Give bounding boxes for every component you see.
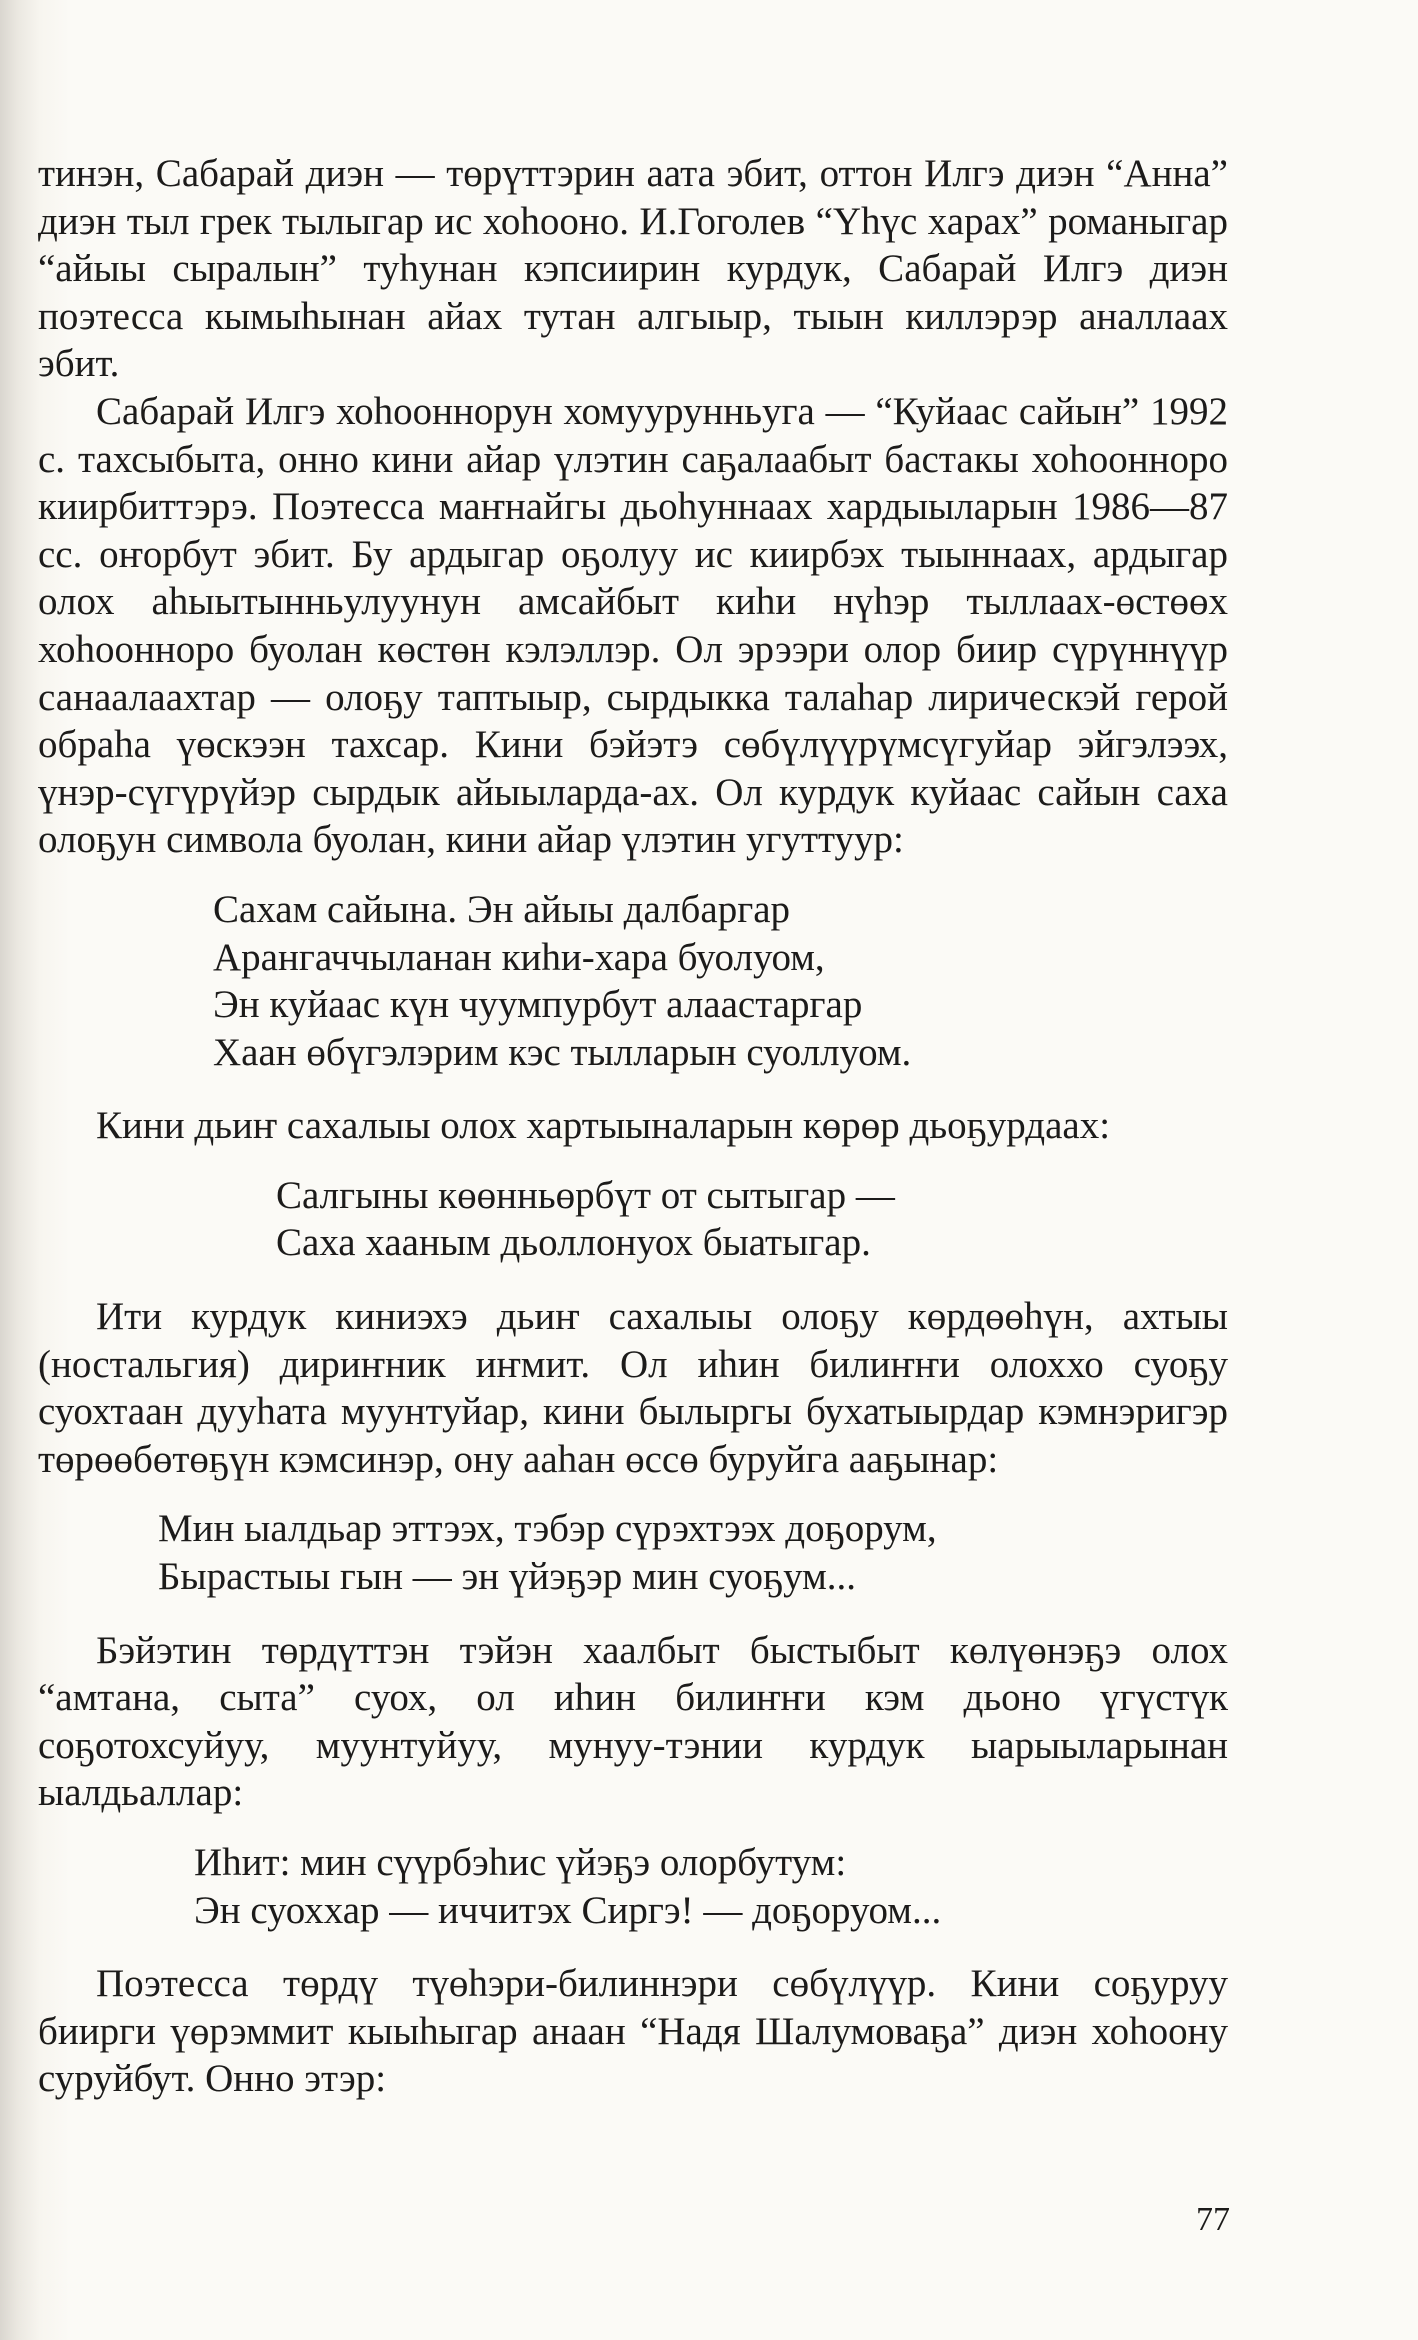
verse-block-2 [38, 1172, 1228, 1267]
verse-block-3 [38, 1505, 1228, 1600]
paragraph-1: тинэн, Сабарай диэн — төрүттэрин аата эбит, оттон Илгэ диэн “Анна” диэн тыл грек тылыгар ис хоһооно. И.Гоголев “Үһүс харах” романыгар “айыы сыралын” туһунан кэпсиирин курдук, Сабарай Илгэ диэн поэтесса кымыһынан айах тутан алгыыр, тыын киллэрэр аналлаах эбит. [38, 152, 1228, 386]
verse-line: Арангаччыланан киһи-хара буолуом, [213, 935, 825, 979]
verse-block-1 [38, 886, 1228, 1076]
verse-line: Саха хааным дьоллонуох быатыгар. [276, 1221, 871, 1265]
text-column [38, 150, 1228, 2103]
paragraph-2: Сабарай Илгэ хоһооннорун хомуурунньуга — “Куйаас сайын” 1992 с. тахсыбыта, онно кини айар үлэтин саҕалаабыт бастакы хоһооннорo киирбиттэрэ. Поэтесса маҥнайгы дьоһуннаах хардыыларын 1986—87 сс. оҥорбут эбит. Бу ардыгар оҕолуу ис киирбэх тыыннаах, ардыгар олох аһыытынньулуунун амсайбыт киһи нүһэр тыллаах-өстөөх хоһооннорo буолан көстөн кэлэллэр. Ол эрээри олор биир сүрүннүүр санаалаахтар — олоҕу таптыыр, сырдыкка талаһар лирическэй герой обраһа үөскээн тахсар. Кини бэйэтэ сөбүлүүрүмсүгуйар эйгэлээх, үнэр-сүгүрүйэр сырдык айыыларда-ах. Ол курдук куйаас сайын саха олоҕун символа буолан, кини айар үлэтин угуттуур: [38, 389, 1228, 862]
verse-line: Хаан өбүгэлэрим кэс тылларын суоллуом. [213, 1030, 912, 1074]
verse-block-4 [38, 1839, 1228, 1934]
paragraph-4: Ити курдук киниэхэ дьиҥ сахалыы олоҕу көрдөөһүн, ахтыы (ностальгия) дириҥник иҥмит. Ол иһин билиҥҥи олоххо суоҕу суохтаан дууһата муунтуйар, кини былыргы бухатыырдар кэмнэригэр төрөөбөтөҕүн кэмсинэр, ону ааһан өссө буруйга ааҕынар: [38, 1295, 1228, 1481]
verse-line: Эн куйаас күн чуумпурбут алаастаргар [213, 983, 863, 1027]
verse-line: Сахам сайына. Эн айыы далбаргар [213, 887, 791, 931]
paragraph-5: Бэйэтин төрдүттэн тэйэн хаалбыт быстыбыт көлүөнэҕэ олох “амтана, сыта” суох, ол иһин билиҥҥи кэм дьоно үгүстүк соҕотохсуйуу, муунтуйуу, мунуу-тэнии курдук ыарыыларынан ыалдьаллар: [38, 1628, 1228, 1815]
verse-line: Мин ыалдьар эттээх, тэбэр сүрэхтээх доҕорум, [158, 1507, 937, 1551]
paragraph-3: Кини дьиҥ сахалыы олох хартыыналарын көрөр дьоҕурдаах: [96, 1104, 1111, 1148]
paragraph-6: Поэтесса төрдү түөһэри-билиннэри сөбүлүүр. Кини соҕуруу биирги үөрэммит кыыһыгар анаан “Надя Шалумоваҕа” диэн хоһоону суруйбут. Онно этэр: [38, 1962, 1228, 2101]
verse-line: Салгыны көөнньөрбүт от сытыгар — [276, 1173, 895, 1217]
verse-line: Иһит: мин сүүрбэһис үйэҕэ олорбутум: [194, 1841, 847, 1884]
verse-line: Бырастыы гын — эн үйэҕэр мин суоҕум... [158, 1555, 857, 1599]
page-number: 77 [1196, 2201, 1230, 2238]
verse-line: Эн суоххар — иччитэх Сиргэ! — доҕоруом... [194, 1888, 942, 1932]
